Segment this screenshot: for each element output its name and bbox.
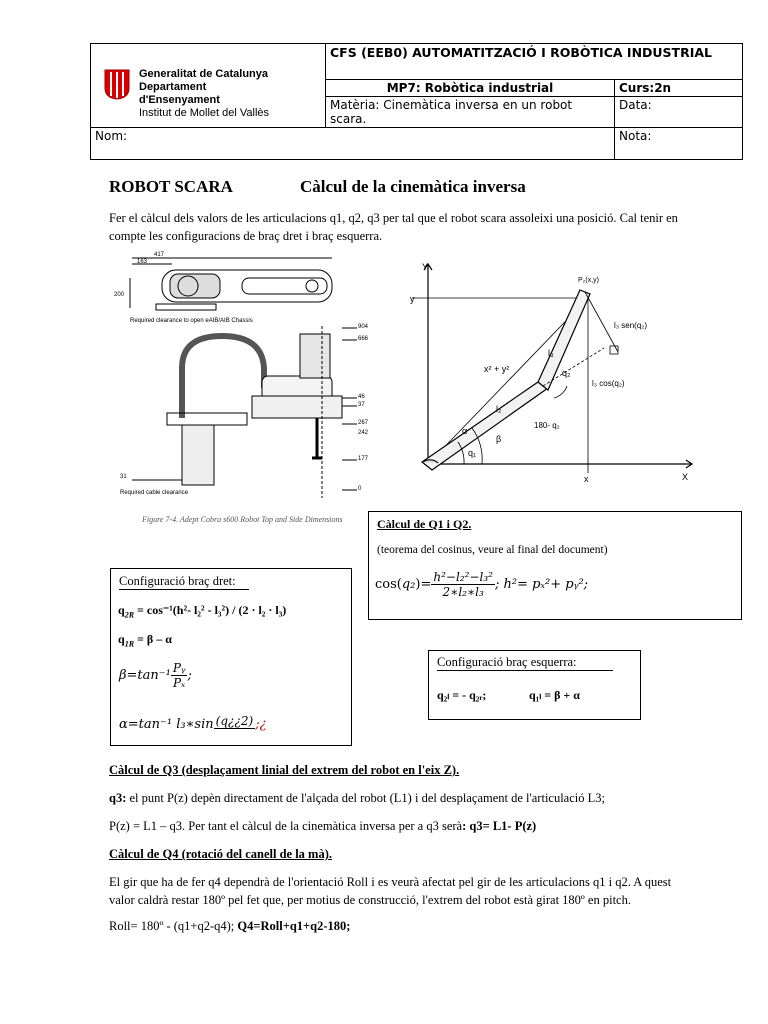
date-field[interactable]: Data: [615, 97, 743, 128]
cos-numerator: h²−l₂²−l₃² [433, 570, 493, 584]
dim-label: 31 [120, 474, 127, 480]
dim-label: 46 [358, 394, 365, 400]
org-institute: Institut de Mollet del Vallès [139, 107, 270, 119]
q1-label: q₁ [468, 448, 477, 458]
beta-formula: β=tan⁻¹ $\frac{\text{Pᵧ}}{\text{Pₓ}}$ ; [119, 661, 192, 690]
q3-description: q3: el punt P(z) depèn directament de l'alçada del robot (L1) i del desplaçament de l'articulació L3; [109, 791, 605, 805]
org-name: Generalitat de Catalunya [139, 68, 268, 80]
hypotenuse-label: x² + y² [484, 364, 510, 374]
q1l-formula: q₁ₗ = β + α [529, 688, 580, 702]
q2r-formula: $q_{2R} = \cos^{-1}(h^2-$ l₂² - l₃²) / (2 · l₂ · l₃) [118, 603, 287, 620]
alpha-label: α [462, 426, 468, 436]
h-squared-formula: ; h²= pₓ²+ pᵧ²; [494, 577, 589, 592]
name-field[interactable]: Nom: [91, 128, 615, 160]
dim-label: 177 [358, 456, 369, 462]
q4-title: Càlcul de Q4 (rotació del canell de la mà). [109, 847, 333, 861]
q2-complement-label: 180- q₂ [534, 421, 560, 430]
point-label: P₂(x,y) [578, 277, 599, 284]
robot-dimensions-figure [112, 248, 374, 514]
grade-field[interactable]: Nota: [615, 128, 743, 160]
right-arm-config-box [110, 568, 352, 746]
dim-label: 0 [358, 486, 362, 492]
module-title: MP7: Robòtica industrial [326, 80, 615, 97]
dim-label: 200 [114, 292, 125, 298]
institution-cell [91, 44, 326, 128]
figure-caption-text: Figure 7-4. Adept Cobra s600 Robot Top and Side Dimensions [142, 515, 343, 524]
dim-label: 904 [358, 324, 369, 330]
l3-label: l₃ [548, 348, 554, 358]
beta-label: β [496, 434, 502, 444]
l3-cos-label: l₃ cos(q₂) [592, 379, 625, 388]
subject-label: Matèria: Cinemàtica inversa en un robot scara. [326, 97, 615, 128]
dim-label: Required clearance to open eAIB/AIB Chassis [130, 318, 253, 324]
x-mark-label: x [584, 474, 589, 484]
dim-label: Required cable clearance [120, 490, 189, 496]
q1r-formula: $q_{1R} = \beta - \alpha$ [118, 632, 172, 649]
q1-q2-calculation-box [368, 511, 742, 620]
header-table [90, 43, 743, 160]
q2l-formula: q₂ₗ = - q₂ᵣ; [437, 688, 487, 702]
kinematics-diagram [392, 258, 712, 486]
q4-paragraph: El gir que ha de fer q4 dependrà de l'orientació Roll i es veurà afectat pel gir de les articulacions q1 i q2. A quest valor caldrà restar 180º pel fet que, per motius de construcció, l'extrem del robot està girat 180º en pitch. [109, 875, 672, 907]
cos-denominator: 2∗l₂∗l₃ [442, 585, 484, 599]
alpha-formula: α=tan⁻¹ l₃∗sin (q¿¿2) ;¿ [119, 714, 267, 732]
l2-label: l₂ [496, 404, 502, 414]
dim-label: 417 [154, 252, 165, 258]
org-department: Departament [139, 81, 207, 93]
l3-sin-label: l₃ sen(q₂) [614, 321, 648, 330]
cosine-theorem-note: (teorema del cosinus, veure al final del document) [377, 544, 608, 556]
cycle-title: CFS (EEB0) AUTOMATITZACIÓ I ROBÒTICA INDUSTRIAL [326, 44, 743, 80]
generalitat-logo-icon [103, 68, 131, 100]
dim-label: 666 [358, 336, 369, 342]
doc-subtitle: Càlcul de la cinemàtica inversa [300, 177, 526, 196]
axis-y-label: Y [422, 262, 429, 272]
axis-x-label: X [682, 472, 689, 482]
left-arm-config-box [428, 650, 641, 720]
org-ensenyament: d'Ensenyament [139, 94, 220, 106]
y-mark-label: y [410, 294, 415, 304]
q2-label: q₂ [562, 368, 571, 378]
dim-label: 37 [358, 402, 365, 408]
intro-paragraph: Fer el càlcul dels valors de les articulacions q1, q2, q3 per tal que el robot scara assoleixi una posició. Cal tenir en compte les configuracions de braç dret i braç esquerra. [109, 211, 678, 243]
q4-formula: Roll= 180º - (q1+q2-q4); Q4=Roll+q1+q2-180; [109, 919, 351, 933]
dim-label: 163 [137, 259, 148, 265]
dim-label: 242 [358, 430, 369, 436]
dim-label: 267 [358, 420, 369, 426]
cos-argument: q₂ [401, 577, 416, 592]
doc-title: ROBOT SCARA [109, 177, 233, 196]
course-label: Curs:2n [615, 80, 743, 97]
right-config-title: Configuració braç dret: [119, 574, 249, 590]
q3-formula: P(z) = L1 – q3. Per tant el càlcul de la cinemàtica inversa per a q3 serà: q3= L1- P(z) [109, 819, 537, 833]
q3-title: Càlcul de Q3 (desplaçament linial del extrem del robot en l'eix Z). [109, 763, 460, 777]
cos-label: cos [375, 577, 397, 592]
cos-q2-formula: cos(q₂)= $\frac{\text{h²−l₂²−l₃²}}{\text{2∗l₂∗l₃}}$ ; h²= pₓ²+ pᵧ²; [375, 570, 589, 599]
q1-q2-title: Càlcul de Q1 i Q2. [377, 517, 472, 531]
left-config-title: Configuració braç esquerra: [437, 655, 613, 671]
